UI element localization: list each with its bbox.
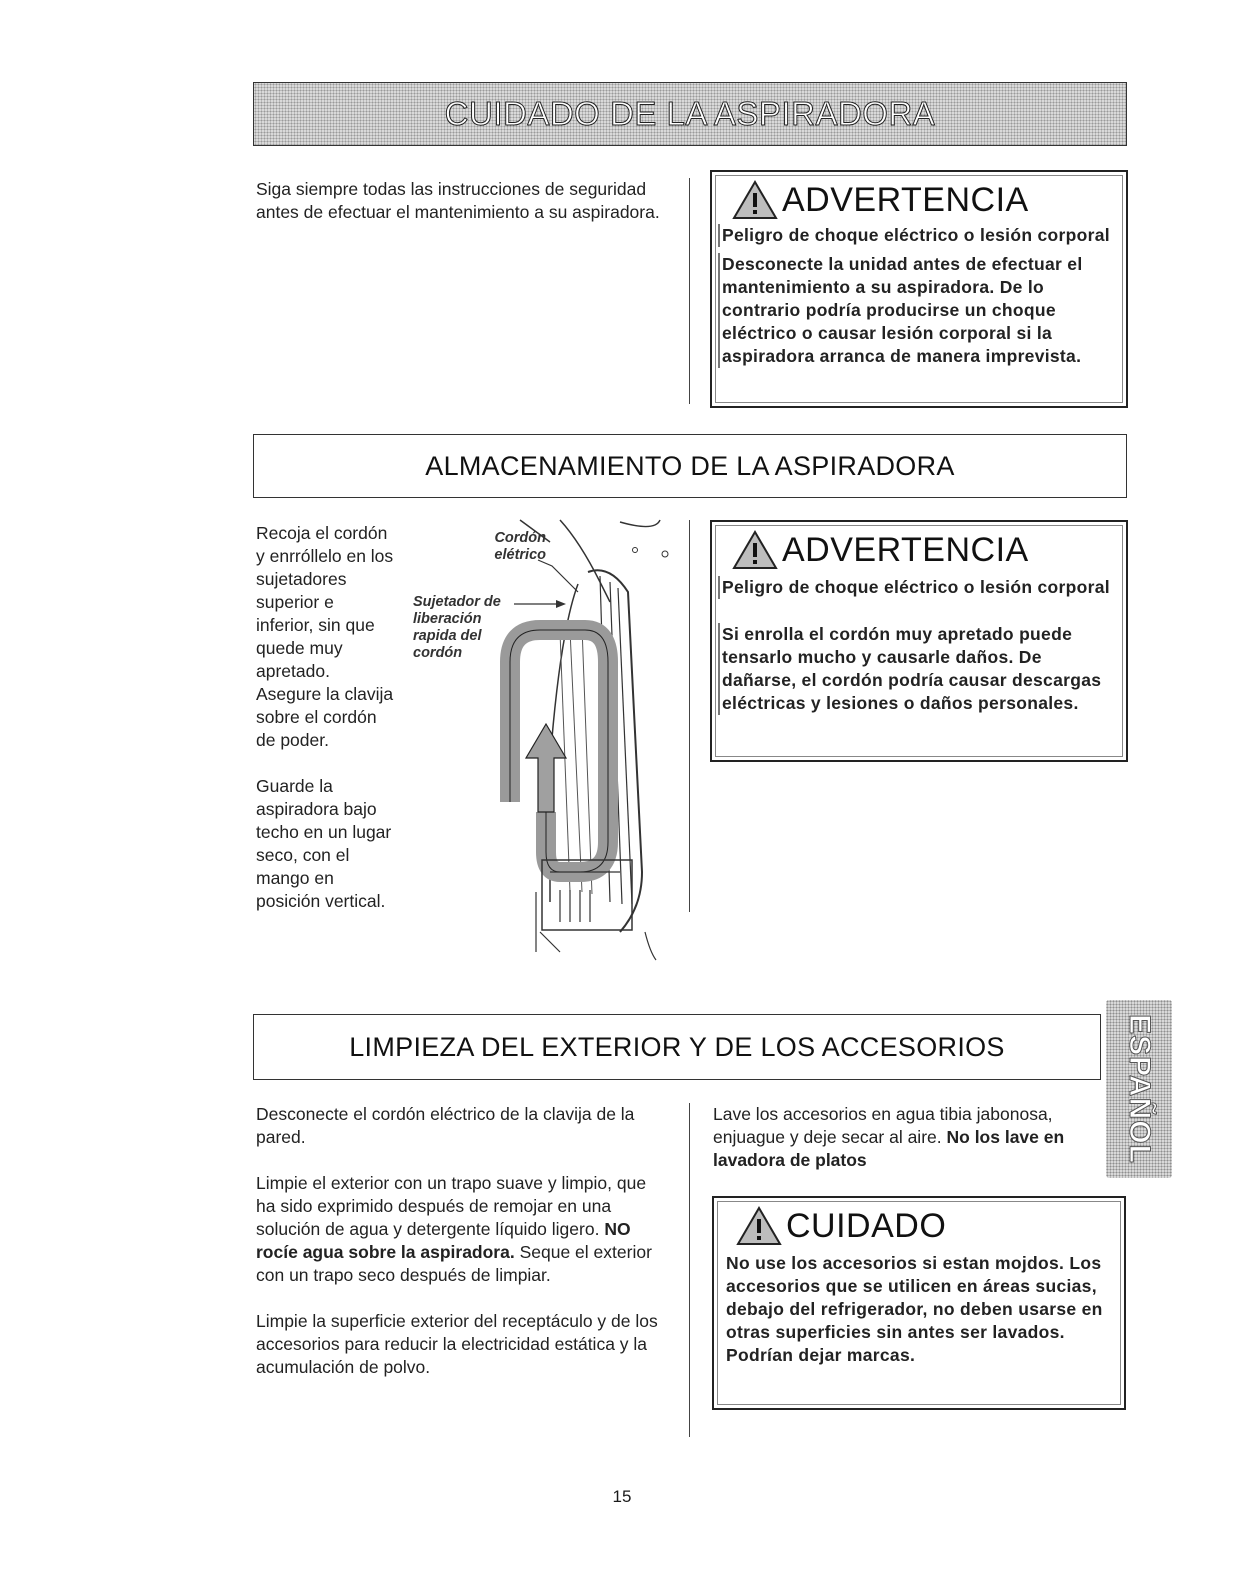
figure-label-release: Sujetador de liberación rapida del cordón xyxy=(413,594,501,661)
cleaning-left-text: Desconecte el cordón eléctrico de la clavija de la pared. Limpie el exterior con un trapo suave y limpio, que ha sido exprimido después de remojar en una solución de agua y detergente líquido ligero. NO rocíe agua sobre la aspiradora. Seque el exterior con un trapo seco después de limpiar. Limpie la superficie exterior del receptáculo y de los accesorios para reducir la electricidad estática y la acumulación de polvo. xyxy=(256,1104,658,1377)
language-side-tab: ESPAÑOL xyxy=(1106,1000,1172,1178)
column-divider xyxy=(689,178,690,404)
page-title-bar xyxy=(253,82,1127,146)
warning-box-maintenance xyxy=(710,170,1128,408)
warning-body: Desconecte la unidad antes de efectuar el mantenimiento a su aspiradora. De lo contrario podría producirse un choque eléctrico o causar lesión corporal si la aspiradora arranca de manera imprevista. xyxy=(718,253,1116,368)
warning-subtitle: Peligro de choque eléctrico o lesión corporal xyxy=(718,224,1116,247)
caution-body: No use los accesorios si estan mojdos. Los accesorios que se utilicen en áreas sucias, debajo del refrigerador, no deben usarse en otras superficies sin antes ser lavados. Podrían dejar marcas. xyxy=(726,1253,1103,1365)
storage-text: Recoja el cordón y enrróllelo en los sujetadores superior e inferior, sin que quede muy apretado. Asegure la clavija sobre el cordón de poder. Guarde la aspiradora bajo techo en un lugar seco, con el mango en posición vertical. xyxy=(256,523,394,911)
caution-triangle-icon xyxy=(736,1206,782,1246)
warning-subtitle-2: Peligro de choque eléctrico o lesión corporal xyxy=(718,576,1116,599)
page-title: CUIDADO DE LA ASPIRADORA xyxy=(444,95,936,132)
column-divider-3 xyxy=(689,1103,690,1437)
warning-triangle-icon xyxy=(732,180,778,220)
cleaning-section-title: LIMPIEZA DEL EXTERIOR Y DE LOS ACCESORIOS xyxy=(253,1014,1101,1080)
warning-triangle-icon xyxy=(732,530,778,570)
storage-section-title: ALMACENAMIENTO DE LA ASPIRADORA xyxy=(253,434,1127,498)
vacuum-cord-illustration xyxy=(410,512,680,972)
page-number: 15 xyxy=(612,1487,632,1506)
column-divider-2 xyxy=(689,520,690,912)
warning-heading-2: ADVERTENCIA xyxy=(732,530,1116,570)
warning-heading: ADVERTENCIA xyxy=(732,180,1116,220)
warning-body-2: Si enrolla el cordón muy apretado puede tensarlo mucho y causarle daños. De dañarse, el cordón podría causar descargas eléctricas y lesiones o daños personales. xyxy=(718,623,1116,715)
care-intro: Siga siempre todas las instrucciones de seguridad antes de efectuar el mantenimiento a su aspiradora. xyxy=(256,179,660,222)
accessories-text: Lave los accesorios en agua tibia jabonosa, enjuague y deje secar al aire. No los lave en lavadora de platos xyxy=(713,1104,1065,1170)
figure-label-cord: Cordón elétrico xyxy=(494,530,546,563)
caution-box xyxy=(712,1196,1126,1410)
caution-heading: CUIDADO xyxy=(736,1206,1114,1246)
warning-box-storage xyxy=(710,520,1128,762)
